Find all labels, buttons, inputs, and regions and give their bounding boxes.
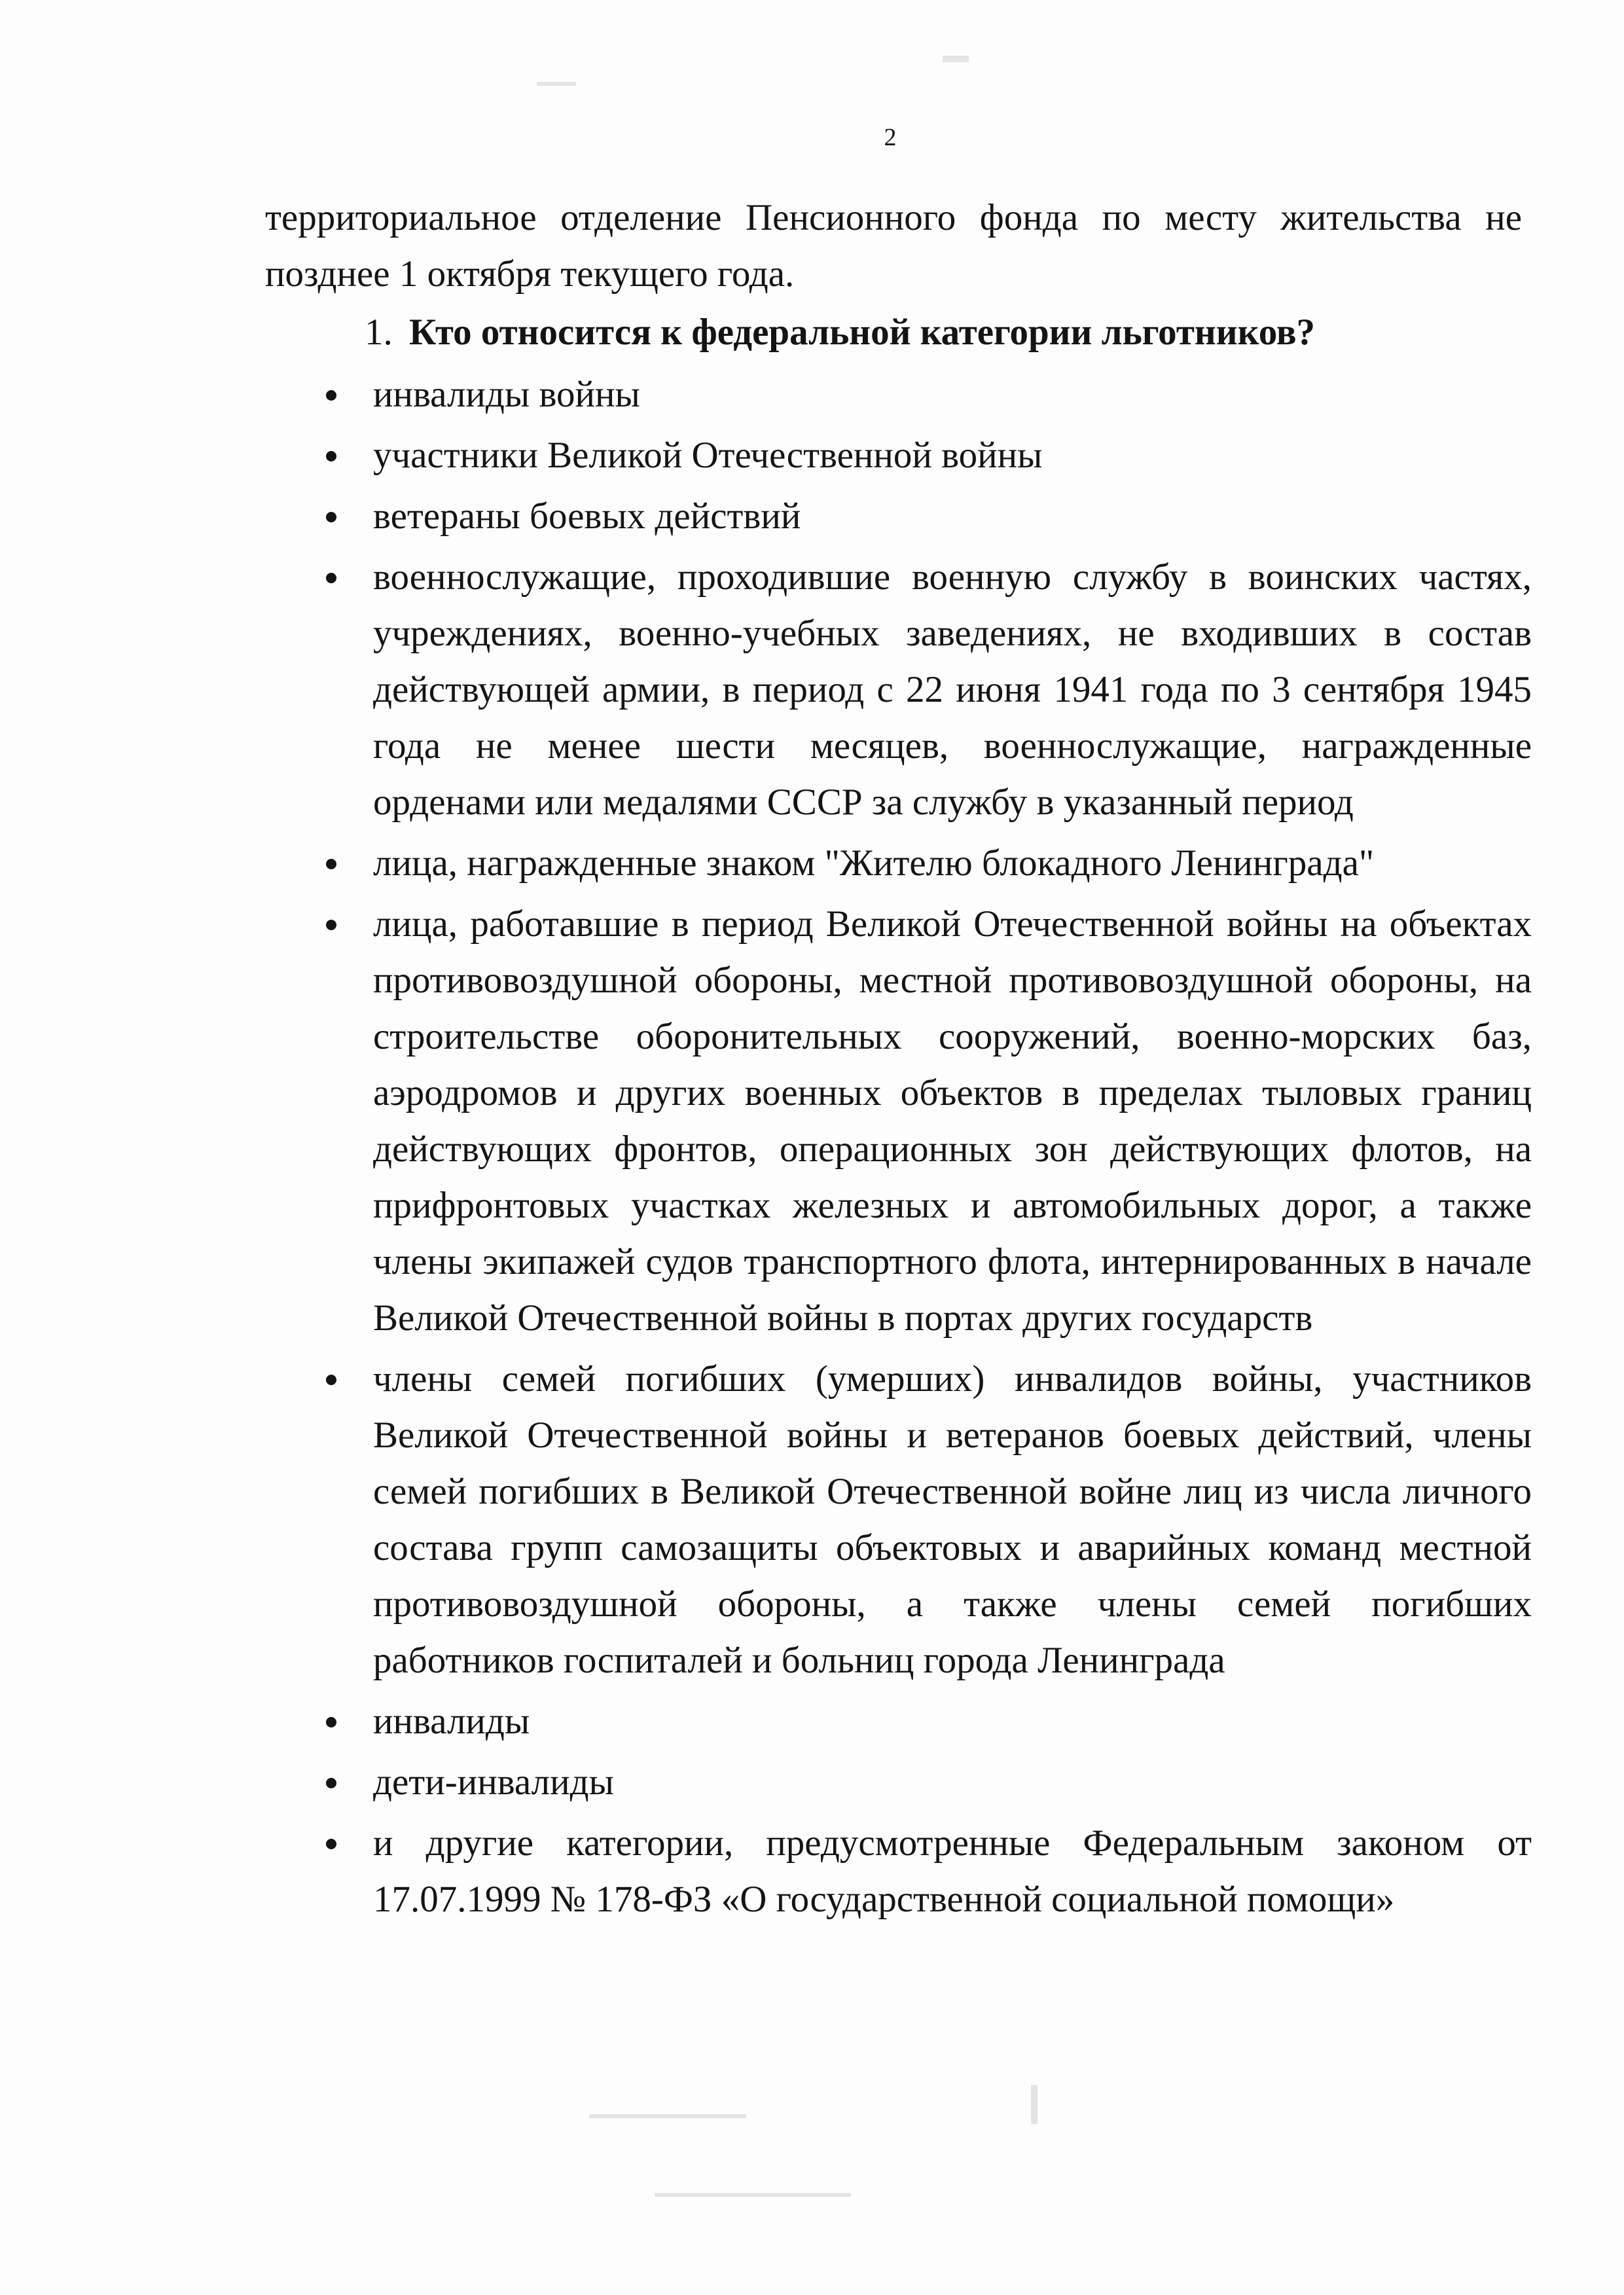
- list-item-text: члены семей погибших (умерших) инвалидов войны, участников Великой Отечественной войны и ветеранов боевых действий, члены семей погибших в Великой Отечественной войне лиц из числа личного состава групп самозащиты объектовых и аварийных команд местной противовоздушной обороны, а также члены семей погибших работников госпиталей и больниц города Ленинграда: [373, 1358, 1532, 1681]
- bullet-icon: [326, 390, 336, 401]
- bullet-icon: [326, 573, 336, 583]
- bullet-icon: [326, 512, 336, 522]
- intro-paragraph: территориальное отделение Пенсионного фонда по месту жительства не позднее 1 октября текущего года.: [265, 197, 1522, 295]
- scan-artifact: [1031, 2085, 1038, 2124]
- list-item-text: лица, награжденные знаком "Жителю блокадного Ленинграда": [373, 842, 1375, 884]
- list-item-text: дети-инвалиды: [373, 1762, 614, 1803]
- question-text: Кто относится к федеральной категории льготников?: [409, 312, 1316, 353]
- list-item: [314, 1693, 1532, 1750]
- list-item-text: лица, работавшие в период Великой Отечественной войны на объектах противовоздушной обороны, местной противовоздушной обороны, на строительстве оборонительных сооружений, военно-морских баз, аэродромов и других военных объектов в пределах тыловых границ действующих фронтов, операционных зон действующих флотов, на прифронтовых участках железных и автомобильных дорог, а также члены экипажей судов транспортного флота, интернированных в начале Великой Отечественной войны в портах других государств: [373, 903, 1532, 1339]
- list-item: [314, 549, 1532, 831]
- page-number: 2: [884, 124, 897, 151]
- bullet-icon: [326, 859, 336, 869]
- beneficiary-category-list: [314, 367, 1532, 1932]
- bullet-icon: [326, 1839, 336, 1849]
- list-item: [314, 1754, 1532, 1811]
- list-item: [314, 896, 1532, 1346]
- scan-artifact: [537, 82, 576, 86]
- scan-artifact: [589, 2114, 746, 2118]
- question-heading: [365, 304, 1315, 361]
- list-item: [314, 427, 1532, 484]
- scan-artifact: [655, 2193, 851, 2197]
- list-item: [314, 488, 1532, 545]
- list-item-text: военнослужащие, проходившие военную службу в воинских частях, учреждениях, военно-учебных заведениях, не входивших в состав действующей армии, в период с 22 июня 1941 года по 3 сентября 1945 года не менее шести месяцев, военнослужащие, награжденные орденами или медалями СССР за службу в указанный период: [373, 556, 1532, 823]
- bullet-icon: [326, 451, 336, 461]
- list-item-text: и другие категории, предусмотренные Федеральным законом от 17.07.1999 № 178-ФЗ «О государственной социальной помощи»: [373, 1822, 1532, 1920]
- list-item-text: инвалиды войны: [373, 374, 640, 415]
- bullet-icon: [326, 1717, 336, 1727]
- list-item-text: участники Великой Отечественной войны: [373, 435, 1043, 476]
- question-number: 1.: [365, 312, 393, 353]
- list-item: [314, 367, 1532, 423]
- list-item-text: инвалиды: [373, 1701, 530, 1742]
- list-item: [314, 835, 1532, 892]
- bullet-icon: [326, 1375, 336, 1385]
- scan-artifact: [943, 56, 969, 62]
- list-item: [314, 1815, 1532, 1928]
- bullet-icon: [326, 920, 336, 930]
- list-item-text: ветераны боевых действий: [373, 496, 801, 537]
- bullet-icon: [326, 1778, 336, 1788]
- list-item: [314, 1351, 1532, 1689]
